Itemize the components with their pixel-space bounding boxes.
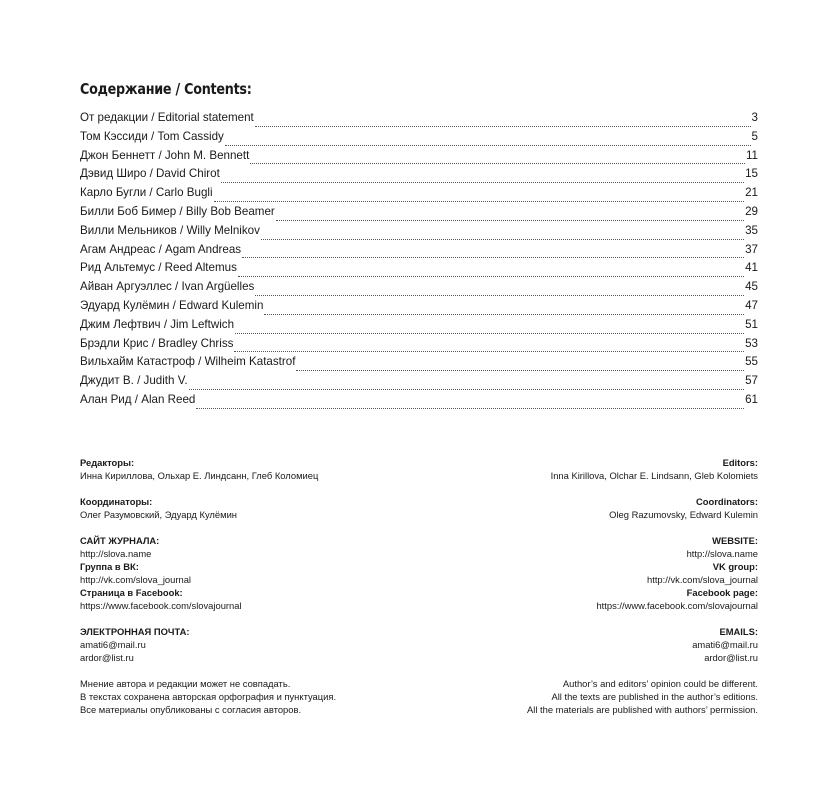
toc-leader-dots: [264, 313, 744, 315]
facebook-label: Facebook page:: [686, 587, 758, 598]
toc-leader-dots: [276, 219, 744, 221]
coordinators-label: Coordinators:: [696, 496, 758, 507]
toc-entry-page: 53: [745, 336, 758, 350]
toc-entry-title: Дэвид Широ / David Chirot: [80, 167, 220, 181]
toc-entry-title: Алан Рид / Alan Reed: [80, 392, 196, 406]
note-line-2: В текстах сохранена авторская орфография и пунктуация.: [80, 691, 337, 702]
note-line-1: Мнение автора и редакции может не совпадать.: [80, 678, 291, 689]
email-link-1[interactable]: amati6@mail.ru: [80, 639, 146, 650]
toc-entry[interactable]: [80, 186, 758, 205]
table-of-contents: [80, 111, 758, 412]
email-link-2[interactable]: ardor@list.ru: [80, 652, 134, 663]
website-link[interactable]: http://slova.name: [80, 548, 152, 559]
toc-entry-page: 35: [745, 223, 758, 237]
toc-entry-title: Том Кэссиди / Tom Cassidy: [80, 129, 224, 143]
toc-entry-title: Джудит В. / Judith V.: [80, 374, 188, 388]
toc-entry-page: 29: [745, 204, 758, 218]
credits-english: [419, 456, 758, 716]
toc-entry[interactable]: [80, 261, 758, 280]
vk-label: Группа в ВК:: [80, 561, 139, 572]
toc-entry-title: Вилли Мельников / Willy Melnikov: [80, 223, 260, 237]
toc-entry[interactable]: [80, 224, 758, 243]
toc-leader-dots: [242, 256, 744, 258]
toc-entry-title: Агам Андреас / Agam Andreas: [80, 242, 242, 256]
editors-value: Inna Kirillova, Olchar E. Lindsann, Gleb Kolomiets: [550, 470, 758, 481]
toc-leader-dots: [221, 181, 744, 183]
toc-leader-dots: [225, 144, 751, 146]
toc-entry-title: Джон Беннетт / John M. Bennett: [80, 148, 250, 162]
coordinators-value: Олег Разумовский, Эдуард Кулёмин: [80, 509, 237, 520]
facebook-link[interactable]: https://www.facebook.com/slovajournal: [596, 600, 758, 611]
toc-leader-dots: [189, 388, 745, 390]
toc-leader-dots: [255, 294, 744, 296]
toc-entry-title: Вильхайм Катастроф / Wilheim Katastrof: [80, 355, 296, 369]
note-line-1: Author’s and editors’ opinion could be different.: [562, 678, 758, 689]
toc-entry-page: 41: [745, 261, 758, 275]
toc-entry[interactable]: [80, 280, 758, 299]
toc-leader-dots: [255, 125, 751, 127]
toc-entry-title: Эдуард Кулёмин / Edward Kulemin: [80, 298, 264, 312]
facebook-label: Страница в Facebook:: [80, 587, 183, 598]
email-link-2[interactable]: ardor@list.ru: [704, 652, 758, 663]
toc-entry[interactable]: [80, 393, 758, 412]
vk-link[interactable]: http://vk.com/slova_journal: [80, 574, 191, 585]
toc-entry-page: 3: [751, 111, 758, 124]
toc-entry[interactable]: [80, 205, 758, 224]
toc-leader-dots: [296, 369, 744, 371]
contents-heading: Содержание / Contents:: [80, 80, 252, 98]
toc-entry[interactable]: [80, 337, 758, 356]
website-label: WEBSITE:: [712, 535, 758, 546]
vk-label: VK group:: [712, 561, 758, 572]
credits-russian: [80, 456, 419, 716]
toc-entry-title: От редакции / Editorial statement: [80, 111, 254, 124]
email-link-1[interactable]: amati6@mail.ru: [692, 639, 758, 650]
toc-leader-dots: [196, 407, 744, 409]
note-line-3: Все материалы опубликованы с согласия авторов.: [80, 704, 302, 715]
email-label: ЭЛЕКТРОННАЯ ПОЧТА:: [80, 626, 190, 637]
toc-entry-page: 5: [751, 129, 758, 143]
editors-label: Редакторы:: [80, 457, 135, 468]
toc-entry[interactable]: [80, 374, 758, 393]
toc-entry-page: 51: [745, 317, 758, 331]
coordinators-value: Oleg Razumovsky, Edward Kulemin: [609, 509, 758, 520]
toc-entry[interactable]: [80, 167, 758, 186]
coordinators-label: Координаторы:: [80, 496, 153, 507]
toc-entry-page: 21: [745, 186, 758, 200]
toc-entry-page: 45: [745, 280, 758, 294]
toc-entry[interactable]: [80, 243, 758, 262]
toc-leader-dots: [234, 350, 744, 352]
toc-entry-page: 15: [745, 167, 758, 181]
toc-entry-title: Джим Лефтвич / Jim Leftwich: [80, 317, 235, 331]
note-line-3: All the materials are published with authors’ permission.: [526, 704, 758, 715]
email-label: EMAILS:: [719, 626, 758, 637]
document-page: [80, 0, 758, 800]
note-line-2: All the texts are published in the author’s editions.: [551, 691, 758, 702]
toc-entry[interactable]: [80, 111, 758, 130]
toc-leader-dots: [235, 332, 744, 334]
toc-entry-title: Айван Аргуэллес / Ivan Argüelles: [80, 280, 255, 294]
toc-entry-page: 11: [745, 148, 758, 162]
toc-entry-title: Брэдли Крис / Bradley Chriss: [80, 336, 234, 350]
toc-entry[interactable]: [80, 130, 758, 149]
facebook-link[interactable]: https://www.facebook.com/slovajournal: [80, 600, 242, 611]
toc-leader-dots: [261, 238, 744, 240]
toc-entry[interactable]: [80, 355, 758, 374]
vk-link[interactable]: http://vk.com/slova_journal: [647, 574, 758, 585]
toc-entry-page: 57: [745, 374, 758, 388]
website-link[interactable]: http://slova.name: [686, 548, 758, 559]
editors-value: Инна Кириллова, Ольхар Е. Линдсанн, Глеб Коломиец: [80, 470, 319, 481]
toc-entry[interactable]: [80, 299, 758, 318]
toc-entry-page: 55: [745, 355, 758, 369]
toc-entry-title: Карло Бугли / Carlo Bugli: [80, 186, 213, 200]
toc-entry-title: Билли Боб Бимер / Billy Bob Beamer: [80, 204, 275, 218]
editors-label: Editors:: [722, 457, 758, 468]
toc-entry[interactable]: [80, 149, 758, 168]
toc-entry-page: 61: [745, 392, 758, 406]
toc-entry-page: 47: [745, 298, 758, 312]
toc-leader-dots: [250, 162, 745, 164]
toc-leader-dots: [238, 275, 744, 277]
toc-entry-page: 37: [745, 242, 758, 256]
website-label: САЙТ ЖУРНАЛА:: [80, 535, 160, 546]
toc-entry-title: Рид Альтемус / Reed Altemus: [80, 261, 237, 275]
toc-leader-dots: [214, 200, 745, 202]
toc-entry[interactable]: [80, 318, 758, 337]
